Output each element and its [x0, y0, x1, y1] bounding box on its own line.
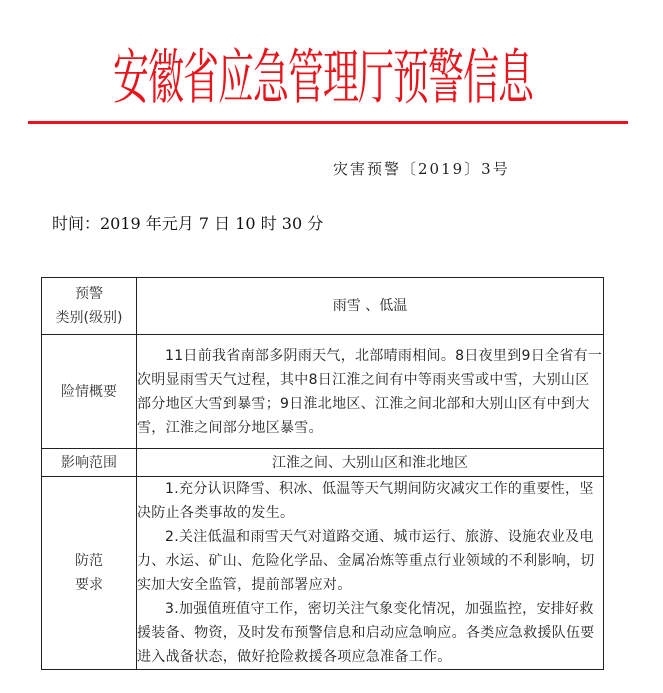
- prevention-requirements-value: [137, 477, 604, 670]
- warning-table: [41, 277, 604, 670]
- warning-type-value: 雨雪 、低温: [137, 278, 604, 335]
- table-row-impact-area: [42, 449, 604, 477]
- red-divider-line: [28, 121, 628, 124]
- impact-area-value: 江淮之间、大别山区和淮北地区: [137, 449, 604, 477]
- table-row-situation-summary: [42, 335, 604, 449]
- document-title: 安徽省应急管理厅预警信息: [113, 45, 534, 113]
- prevention-item-1: 1.充分认识降雪、积冰、低温等天气期间防灾减灾工作的重要性，坚决防止各类事故的发生。: [137, 481, 594, 521]
- prevention-item-3: 3.加强值班值守工作，密切关注气象变化情况，加强监控，安排好救援装备、物资，及时发布预警信息和启动应急响应。各类应急救援队伍要进入战备状态，做好抢险救援各项应急准备工作。: [137, 601, 595, 665]
- situation-summary-value: [137, 335, 604, 449]
- prevention-requirements-label: [42, 477, 137, 670]
- issue-time: 时间：2019 年元月 7 日 10 时 30 分: [52, 214, 324, 233]
- document-number: 灾害预警〔2019〕3号: [333, 160, 510, 178]
- situation-summary-paragraph: 11日前我省南部多阴雨天气，北部晴雨相间。8日夜里到9日全省有一次明显雨雪天气过程，其中8日江淮之间有中等雨夹雪或中雪，大别山区部分地区大雪到暴雪；9日淮北地区、江淮之间北部和大别山区有中到大雪，江淮之间部分地区暴雪。: [137, 347, 603, 436]
- impact-area-label: 影响范围: [42, 449, 137, 477]
- table-row-prevention-requirements: [42, 477, 604, 670]
- table-row-warning-type: [42, 278, 604, 335]
- prevention-label-line-1: 防范: [75, 553, 103, 569]
- warning-type-label-line-1: 预警: [75, 286, 103, 302]
- prevention-label-line-2: 要求: [75, 577, 103, 593]
- situation-summary-label: 险情概要: [42, 335, 137, 449]
- warning-type-label: [42, 278, 137, 335]
- warning-type-label-line-2: 类别(级别): [55, 310, 123, 326]
- prevention-item-2: 2.关注低温和雨雪天气对道路交通、城市运行、旅游、设施农业及电力、水运、矿山、危险化学品、金属冶炼等重点行业领域的不利影响，切实加大安全监管，提前部署应对。: [137, 529, 595, 593]
